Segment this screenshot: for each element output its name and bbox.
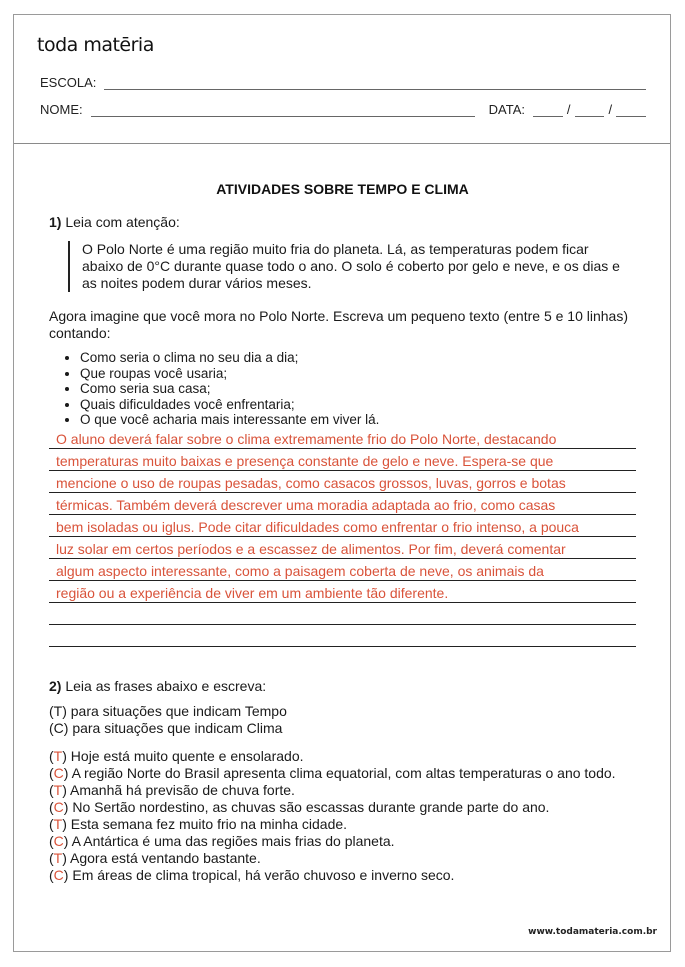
question-1-number: 1) bbox=[49, 214, 62, 230]
bullet-item: • O que você acharia mais interessante em viver lá. bbox=[80, 412, 379, 428]
answer-line[interactable]: algum aspecto interessante, como a paisagem coberta de neve, os animais da bbox=[49, 559, 636, 581]
question-2-number: 2) bbox=[49, 678, 62, 694]
school-input-line[interactable] bbox=[104, 77, 646, 90]
date-month-line[interactable] bbox=[575, 104, 605, 117]
answer-line[interactable]: térmicas. Também deverá descrever uma moradia adaptada ao frio, como casas bbox=[49, 493, 636, 515]
answer-line[interactable]: luz solar em certos períodos e a escassez de alimentos. Por fim, deverá comentar bbox=[49, 537, 636, 559]
date-label: DATA: bbox=[488, 102, 525, 117]
statement-text: Agora está ventando bastante. bbox=[70, 850, 261, 866]
question-2-legend bbox=[49, 703, 287, 737]
statement-item: (C) A Antártica é uma das regiões mais frias do planeta. bbox=[49, 833, 395, 849]
bullet-item: • Que roupas você usaria; bbox=[80, 366, 379, 382]
statement-item: (C) A região Norte do Brasil apresenta clima equatorial, com altas temperaturas o ano todo. bbox=[49, 765, 616, 781]
header-divider bbox=[14, 143, 670, 144]
question-2-prompt: Leia as frases abaixo e escreva: bbox=[65, 678, 267, 694]
answer-line[interactable]: região ou a experiência de viver em um ambiente tão diferente. bbox=[49, 581, 636, 603]
bullet-item: • Como seria sua casa; bbox=[80, 381, 379, 397]
school-label: ESCOLA: bbox=[40, 75, 97, 90]
name-input-line[interactable] bbox=[91, 104, 475, 117]
legend-tempo: (T) para situações que indicam Tempo bbox=[49, 703, 287, 719]
answer-mark[interactable]: T bbox=[53, 748, 63, 764]
statement-text: A região Norte do Brasil apresenta clima equatorial, com altas temperaturas o ano todo. bbox=[71, 765, 616, 781]
statement-item: (T) Agora está ventando bastante. bbox=[49, 850, 261, 866]
statement-text: Em áreas de clima tropical, há verão chuvoso e inverno seco. bbox=[72, 867, 455, 883]
answer-mark[interactable]: C bbox=[53, 765, 64, 781]
answer-mark[interactable]: C bbox=[53, 799, 64, 815]
name-date-row bbox=[40, 102, 646, 117]
school-field bbox=[40, 75, 646, 90]
statement-text: Hoje está muito quente e ensolarado. bbox=[70, 748, 304, 764]
date-separator: / bbox=[608, 102, 613, 117]
answer-line[interactable]: mencione o uso de roupas pesadas, como casacos grossos, luvas, gorros e botas bbox=[49, 471, 636, 493]
statement-item: (T) Esta semana fez muito frio na minha cidade. bbox=[49, 816, 348, 832]
statement-item: (T) Hoje está muito quente e ensolarado. bbox=[49, 748, 304, 764]
bullet-item: • Quais dificuldades você enfrentaria; bbox=[80, 397, 379, 413]
statement-item: (C) No Sertão nordestino, as chuvas são escassas durante grande parte do ano. bbox=[49, 799, 550, 815]
question-1-instruction: Agora imagine que você mora no Polo Norte. Escreva um pequeno texto (entre 5 e 10 linhas) contando: bbox=[49, 308, 628, 341]
question-1-prompt: Leia com atenção: bbox=[65, 214, 180, 230]
statement-text: No Sertão nordestino, as chuvas são escassas durante grande parte do ano. bbox=[72, 799, 550, 815]
statement-item: (C) Em áreas de clima tropical, há verão chuvoso e inverno seco. bbox=[49, 867, 455, 883]
answer-mark[interactable]: C bbox=[53, 833, 64, 849]
answer-line[interactable]: O aluno deverá falar sobre o clima extremamente frio do Polo Norte, destacando bbox=[49, 427, 636, 449]
question-2-items bbox=[49, 748, 649, 884]
question-1-bullets bbox=[62, 350, 379, 428]
logo: toda matēria bbox=[37, 34, 154, 56]
answer-mark[interactable]: C bbox=[53, 867, 64, 883]
footer-url[interactable]: www.todamateria.com.br bbox=[528, 927, 657, 937]
date-separator: / bbox=[566, 102, 571, 117]
legend-clima: (C) para situações que indicam Clima bbox=[49, 720, 283, 736]
name-label: NOME: bbox=[40, 102, 83, 117]
statement-text: A Antártica é uma das regiões mais frias do planeta. bbox=[71, 833, 395, 849]
date-year-line[interactable] bbox=[616, 104, 646, 117]
statement-item: (T) Amanhã há previsão de chuva forte. bbox=[49, 782, 295, 798]
statement-text: Amanhã há previsão de chuva forte. bbox=[70, 782, 295, 798]
question-1-heading bbox=[49, 214, 180, 230]
answer-line[interactable]: bem isoladas ou iglus. Pode citar dificuldades como enfrentar o frio intenso, a pouca bbox=[49, 515, 636, 537]
answer-area[interactable] bbox=[49, 427, 636, 647]
answer-line[interactable] bbox=[49, 603, 636, 625]
answer-mark[interactable]: T bbox=[53, 850, 63, 866]
answer-line[interactable]: temperaturas muito baixas e presença constante de gelo e neve. Espera-se que bbox=[49, 449, 636, 471]
statement-text: Esta semana fez muito frio na minha cidade. bbox=[70, 816, 348, 832]
question-2-heading bbox=[49, 678, 266, 694]
quote-block: O Polo Norte é uma região muito fria do planeta. Lá, as temperaturas podem ficar abaixo de 0°C durante quase todo o ano. O solo é coberto por gelo e neve, e os dias e as noites podem durar vários meses. bbox=[68, 241, 622, 292]
answer-mark[interactable]: T bbox=[53, 782, 63, 798]
date-day-line[interactable] bbox=[533, 104, 563, 117]
bullet-item: • Como seria o clima no seu dia a dia; bbox=[80, 350, 379, 366]
answer-line[interactable] bbox=[49, 625, 636, 647]
page-title: ATIVIDADES SOBRE TEMPO E CLIMA bbox=[216, 181, 469, 197]
answer-mark[interactable]: T bbox=[53, 816, 63, 832]
